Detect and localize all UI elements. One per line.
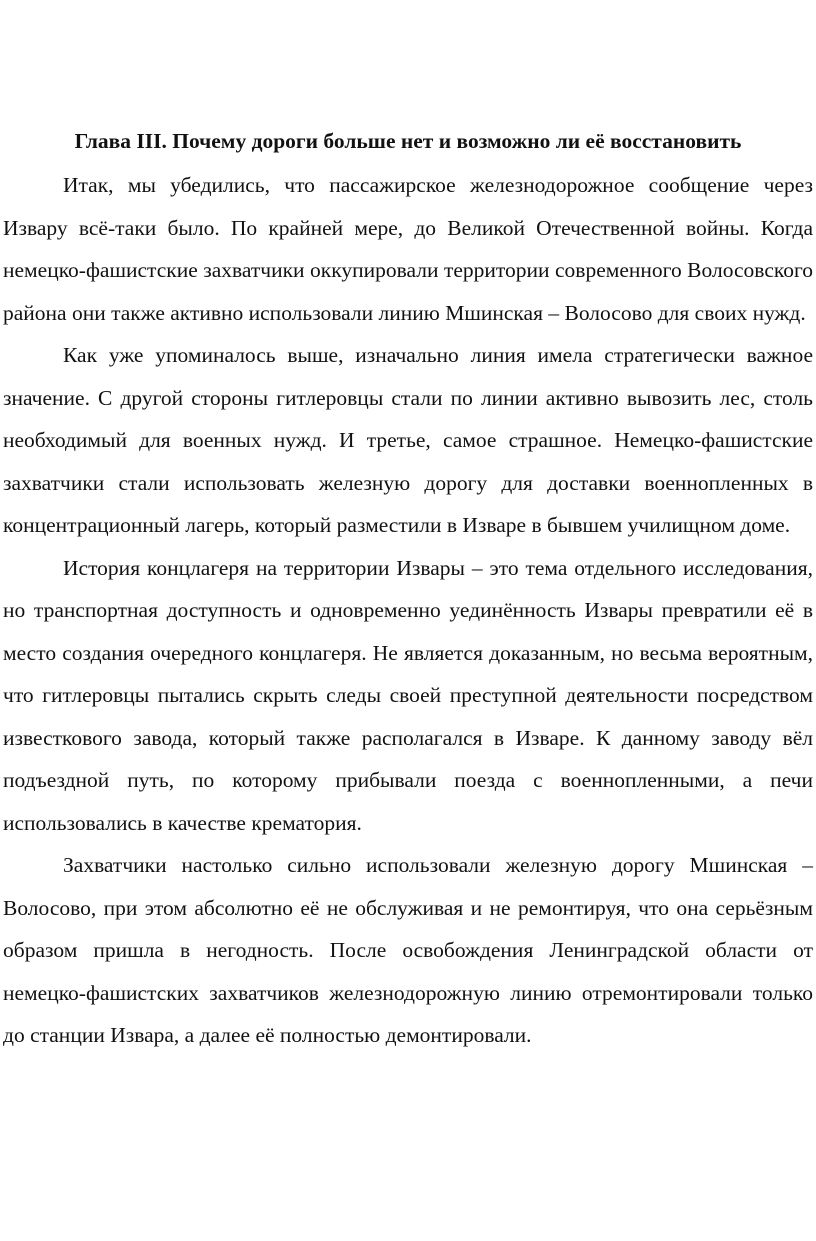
paragraph-3: История концлагеря на территории Извары – это тема отдельного исследования, но транспортная доступность и одновременно уединённость Извары превратили её в место создания очередного концлагеря. Не является доказанным, но весьма вероятным, что гитлеровцы пытались скрыть следы своей преступной деятельности посредством известкового завода, который также располагался в Изваре. К данному заводу вёл подъездной путь, по которому прибывали поезда с военнопленными, а печи использовались в качестве крематория. [3,555,813,835]
paragraph-4: Захватчики настолько сильно использовали железную дорогу Мшинская – Волосово, при этом абсолютно её не обслуживая и не ремонтируя, что она серьёзным образом пришла в негодность. После освобождения Ленинградской области от немецко-фашистских захватчиков железнодорожную линию отремонтировали только до станции Извара, а далее её полностью демонтировали. [3,853,813,1047]
paragraph-1: Итак, мы убедились, что пассажирское железнодорожное сообщение через Извару всё-таки было. По крайней мере, до Великой Отечественной войны. Когда немецко-фашистские захватчики оккупировали территории современного Волосовского района они также активно использовали линию Мшинская – Волосово для своих нужд. [3,173,813,325]
chapter-body [3,164,813,1057]
chapter-heading: Глава III. Почему дороги больше нет и возможно ли её восстановить [74,129,742,153]
paragraph-2: Как уже упоминалось выше, изначально линия имела стратегически важное значение. С другой стороны гитлеровцы стали по линии активно вывозить лес, столь необходимый для военных нужд. И третье, самое страшное. Немецко-фашистские захватчики стали использовать железную дорогу для доставки военнопленных в концентрационный лагерь, который разместили в Изваре в бывшем училищном доме. [3,343,813,537]
